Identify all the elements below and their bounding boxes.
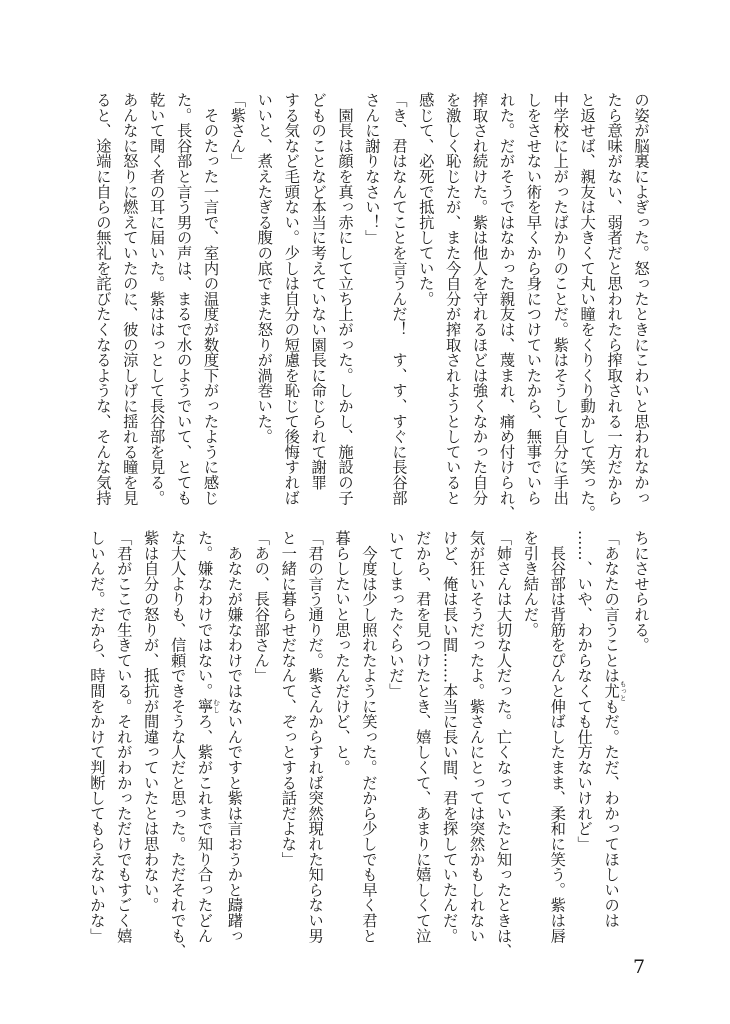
text-line: を激しく恥じたが、また今自分が搾取されようとしていると [443, 92, 462, 506]
text-line: ると、途端に自らの無礼を詫びたくなるような、そんな気持 [93, 92, 112, 506]
text-line: た。長谷部と言う男の声は、まるで水のようでいて、とても [174, 92, 193, 506]
text-segment: ろ、紫がこれまで知り合ったどん [195, 713, 214, 944]
text-line: れた。だがそうではなかった親友は、蔑まれ、痛め付けられ、 [497, 92, 516, 521]
text-line: どものことなど本当に考えていない園長に命じられて謝罪 [309, 92, 328, 490]
text-line: 乾いて聞く者の耳に届いた。紫ははっとして長谷部を見る。 [147, 92, 166, 506]
text-line: 「姉さんは大切な人だった。亡くなっていたと知ったときは、 [494, 530, 513, 959]
text-segment: た。嫌なわけではない。 [195, 530, 214, 699]
text-segment: 「あなたの言うことは [602, 530, 621, 683]
text-line: たら意味がない、弱者だと思われたら搾取される一方だから [605, 92, 624, 506]
text-line: さんに謝りなさい！」 [362, 92, 381, 245]
text-line: 今度は少し照れたように笑った。だから少しでも早く君と [359, 530, 378, 944]
ruby-reading: むし [212, 698, 221, 714]
page-number: 7 [633, 956, 646, 978]
text-line: する気など毛頭ない。少しは自分の短慮を恥じて後悔すれば [282, 92, 301, 506]
text-line: 紫は自分の怒りが、抵抗が間違っていたとは思わない。 [141, 530, 160, 913]
text-block-upper [88, 92, 654, 521]
ruby-base: 寧 [195, 698, 214, 714]
text-line: 「君の言う通りだ。紫さんからすれば突然現れた知らない男 [306, 530, 325, 944]
text-line: 中学校に上がったばかりのことだ。紫はそうして自分に手出 [551, 92, 570, 506]
text-line: 感じて、必死で抵抗していた。 [416, 92, 435, 307]
text-line: 「君がここで生きている。それがわかっただけでもすごく嬉 [114, 530, 133, 944]
text-line: と返せば、親友は大きくて丸い瞳をくりくり動かして笑った。 [578, 92, 597, 521]
ruby-base: 尤 [602, 680, 621, 702]
text-block-lower [87, 530, 654, 959]
text-line [191, 530, 221, 944]
text-line [597, 530, 627, 940]
text-segment: もだ。ただ、わかってほしいのは [602, 698, 621, 928]
text-line: 「あの、長谷部さん」 [252, 530, 271, 683]
ruby-word [195, 698, 221, 714]
ruby-reading: もっと [619, 680, 628, 702]
text-line: けど、俺は長い間……本当に長い間、君を探していたんだ。 [440, 530, 459, 944]
text-line: いてしまったぐらいだ」 [386, 530, 405, 699]
text-line: あんなに怒りに燃えていたのに、彼の涼しげに揺れる瞳を見 [120, 92, 139, 506]
text-line: を引き結んだ。 [521, 530, 540, 638]
text-line: そのたった一言で、室内の温度が数度下がったように感じ [201, 92, 220, 506]
text-line: いいと、煮えたぎる腹の底でまた怒りが渦巻いた。 [255, 92, 274, 444]
text-line: 園長は顔を真っ赤にして立ち上がった。しかし、施設の子 [336, 92, 355, 506]
text-line: 「き、君はなんてことを言うんだ！ す、す、すぐに長谷部 [389, 92, 408, 506]
text-line: の姿が脳裏によぎった。怒ったときにこわいと思われなかっ [632, 92, 650, 506]
text-line: しいんだ。だから、時間をかけて判断してもらえないかな」 [87, 530, 106, 944]
text-line: 暮らしたいと思ったんだけど、と。 [333, 530, 352, 775]
text-line: 長谷部は背筋をぴんと伸ばしたまま、柔和に笑う。紫は唇 [548, 530, 567, 944]
text-line: ……、いや、わからなくても仕方ないけれど」 [575, 530, 594, 852]
text-line: 搾取され続けた。紫は他人を守れるほどは強くなかった自分 [470, 92, 489, 506]
text-line: あなたが嫌なわけではないんですと紫は言おうかと躊躇っ [225, 530, 244, 944]
text-line: と一緒に暮らせだなんて、ぞっとする話だよな」 [279, 530, 298, 867]
text-line: 気が狂いそうだったよ。紫さんにとっては突然かもしれない [467, 530, 486, 944]
text-line: 「紫さん」 [228, 92, 247, 169]
text-line: ちにさせられる。 [632, 530, 650, 653]
text-line: しをさせない術を早くから身につけていたから、無事でいら [524, 92, 543, 506]
ruby-word [602, 680, 628, 702]
text-line: な大人よりも、信頼できそうな人だと思った。ただそれでも、 [168, 530, 187, 959]
text-line: だから、君を見つけたとき、嬉しくて、あまりに嬉しくて泣 [413, 530, 432, 944]
